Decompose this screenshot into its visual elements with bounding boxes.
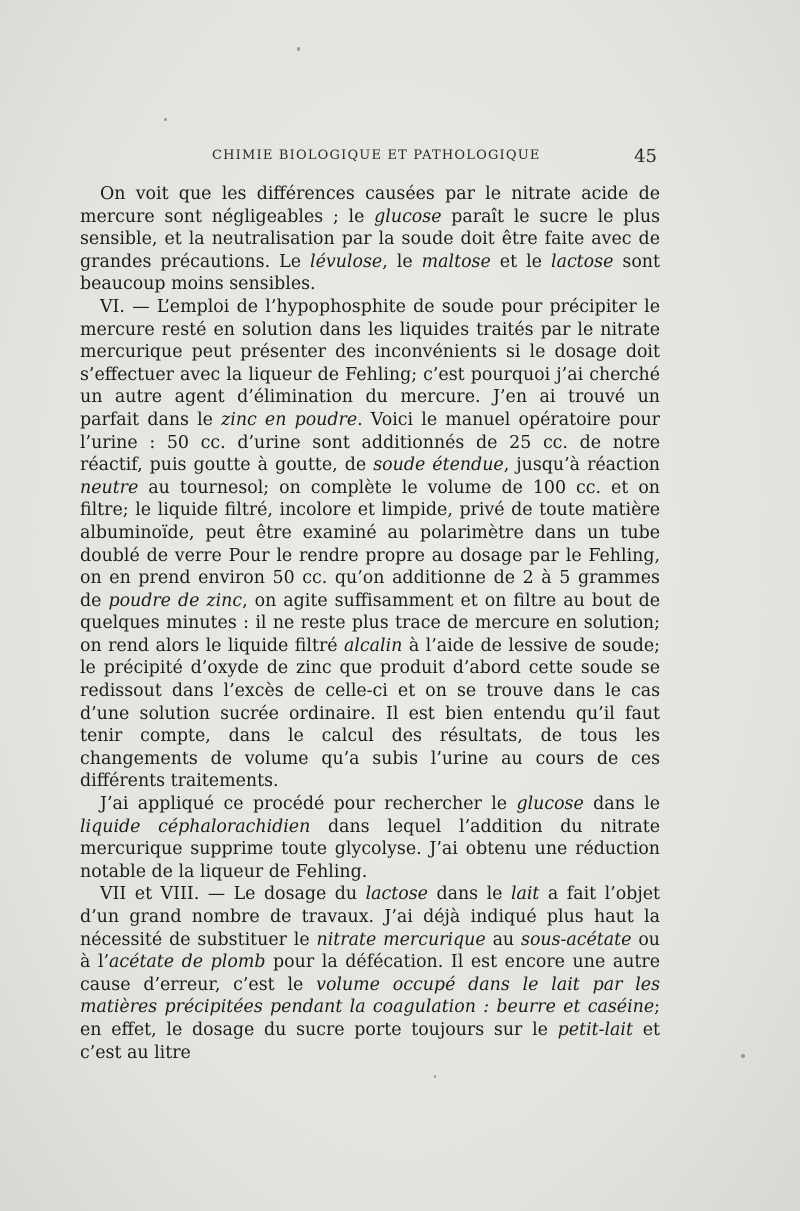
italic-term: lait	[510, 884, 540, 905]
italic-term: glucose	[516, 794, 584, 815]
italic-term: lactose	[365, 884, 428, 905]
page-header	[80, 146, 660, 168]
italic-term: lactose	[551, 251, 614, 272]
running-head: CHIMIE BIOLOGIQUE ET PATHOLOGIQUE	[212, 148, 541, 163]
italic-term: zinc en poudre	[221, 409, 358, 430]
italic-term: sous-acétate	[521, 929, 632, 950]
paper-speck	[297, 47, 300, 51]
paper-speck	[434, 1075, 436, 1078]
italic-term: glucose	[374, 206, 442, 227]
page-number: 45	[634, 146, 657, 167]
paragraph: VII et VIII. — Le dosage du lactose dans le lait a fait l’objet d’un grand nombre de travaux. J’ai déjà indiqué plus haut la nécessité de substituer le nitrate mercurique au sous-acétate ou à l’acétate de plomb pour la défécation. Il est encore une autre cause d’erreur, c’est le volume occupé dans le lait par les matières précipitées pendant la coagulation : beurre et caséine; en effet, le dosage du sucre porte toujours sur le petit-lait et c’est au litre	[80, 884, 661, 1063]
italic-term: neutre	[80, 477, 139, 498]
paragraph: J’ai appliqué ce procédé pour rechercher le glucose dans le liquide céphalorachidien dans lequel l’addition du nitrate mercurique supprime toute glycolyse. J’ai obtenu une réduction notable de la liqueur de Fehling.	[80, 794, 660, 882]
italic-term: nitrate mercurique	[316, 929, 486, 950]
italic-term: alcalin	[344, 635, 403, 656]
italic-term: acétate de plomb	[109, 952, 266, 973]
paragraph: On voit que les différences causées par le nitrate acide de mercure sont négligeables ; le glucose paraît le sucre le plus sensible, et la neutralisation par la soude doit être faite avec de grandes précautions. Le lévulose, le maltose et le lactose sont beaucoup moins sensibles.	[80, 184, 661, 295]
italic-term: maltose	[421, 251, 491, 272]
italic-term: liquide céphalorachidien	[80, 816, 311, 837]
italic-term: poudre de zinc	[108, 590, 243, 611]
paper-speck	[164, 118, 167, 121]
italic-term: soude étendue	[373, 455, 504, 476]
italic-term: lévulose	[310, 251, 383, 272]
paper-speck	[741, 1054, 745, 1058]
italic-term: volume occupé dans le lait par les matières précipitées pendant la coagulation : beurre et caséine	[80, 974, 660, 1018]
italic-term: petit-lait	[557, 1019, 633, 1040]
paragraph: VI. — L’emploi de l’hypophosphite de soude pour précipiter le mercure resté en solution dans les liquides traités par le nitrate mercurique peut présenter des inconvénients si le dosage doit s’effectuer avec la liqueur de Fehling; c’est pourquoi j’ai cherché un autre agent d’élimination du mercure. J’en ai trouvé un parfait dans le zinc en poudre. Voici le manuel opératoire pour l’urine : 50 cc. d’urine sont additionnés de 25 cc. de notre réactif, puis goutte à goutte, de soude étendue, jusqu’à réaction neutre au tournesol; on complète le volume de 100 cc. et on filtre; le liquide filtré, incolore et limpide, privé de toute matière albuminoïde, peut être examiné au polarimètre dans un tube doublé de verre Pour le rendre propre au dosage par le Fehling, on en prend environ 50 cc. qu’on additionne de 2 à 5 grammes de poudre de zinc, on agite suffisamment et on filtre au bout de quelques minutes : il ne reste plus trace de mercure en solution; on rend alors le liquide filtré alcalin à l’aide de lessive de soude; le précipité d’oxyde de zinc que produit d’abord cette soude se redissout dans l’excès de celle-ci et on se trouve dans le cas d’une solution sucrée ordinaire. Il est bien entendu qu’il faut tenir compte, dans le calcul des résultats, de tous les changements de volume qu’a subis l’urine au cours de ces différents traitements.	[80, 296, 660, 792]
body-text	[80, 183, 660, 1064]
